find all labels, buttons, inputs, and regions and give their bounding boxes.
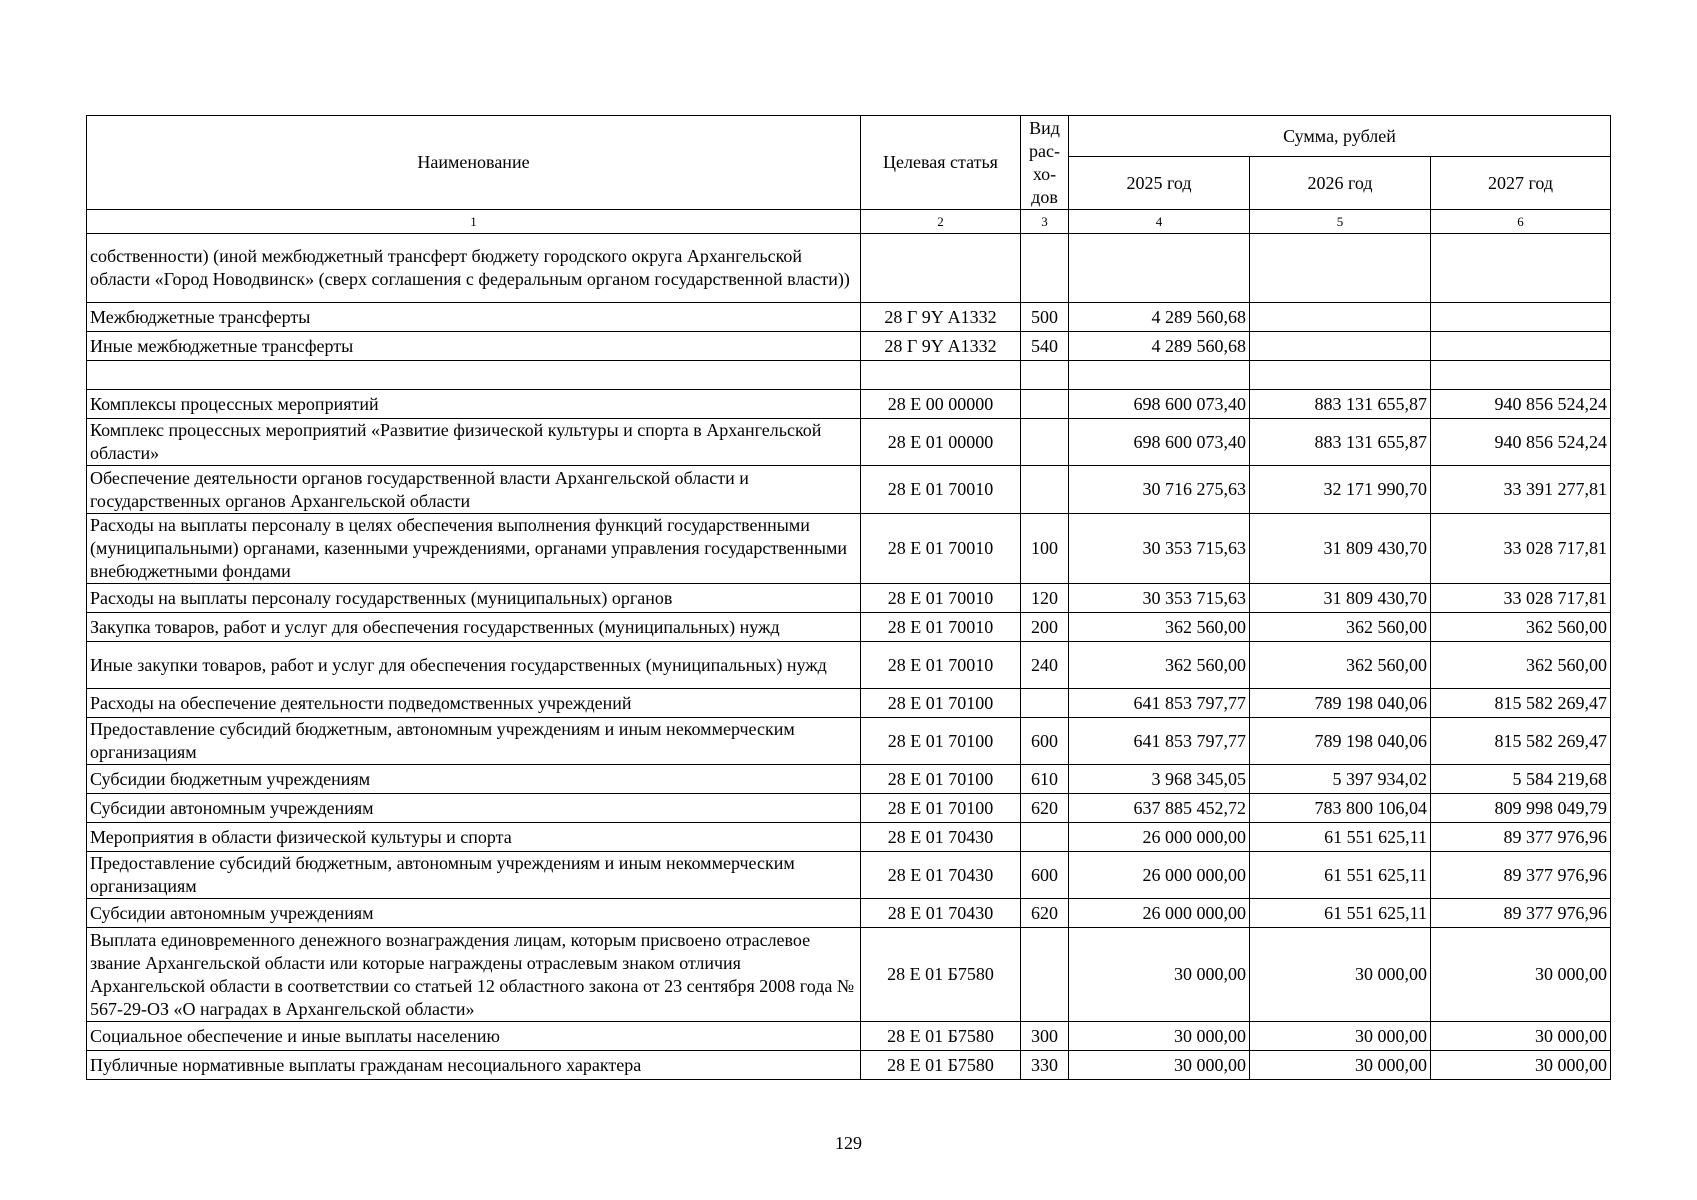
table-row — [87, 1051, 1611, 1080]
table-row — [87, 718, 1611, 765]
table-header — [87, 116, 1611, 234]
row-amount-2027-cell: 89 377 976,96 — [1431, 823, 1611, 852]
row-target-article-cell: 28 Е 01 70010 — [861, 613, 1021, 642]
row-amount-2025-cell: 30 000,00 — [1069, 1051, 1250, 1080]
row-amount-2026-cell: 789 198 040,06 — [1250, 689, 1431, 718]
row-amount-2027-cell: 362 560,00 — [1431, 613, 1611, 642]
row-amount-2026-cell: 31 809 430,70 — [1250, 514, 1431, 584]
table-row — [87, 390, 1611, 419]
row-target-article-cell — [861, 361, 1021, 390]
row-expense-type-cell — [1021, 390, 1069, 419]
header-amount: Сумма, рублей — [1069, 116, 1611, 157]
row-name-cell: Субсидии бюджетным учреждениям — [87, 765, 861, 794]
row-amount-2026-cell: 61 551 625,11 — [1250, 899, 1431, 928]
row-target-article-cell: 28 Г 9Y А1332 — [861, 303, 1021, 332]
table-row — [87, 234, 1611, 303]
row-amount-2027-cell: 940 856 524,24 — [1431, 419, 1611, 466]
row-target-article-cell: 28 Е 00 00000 — [861, 390, 1021, 419]
row-expense-type-cell: 100 — [1021, 514, 1069, 584]
row-target-article-cell: 28 Е 01 70100 — [861, 718, 1021, 765]
row-expense-type-cell: 330 — [1021, 1051, 1069, 1080]
column-number: 1 — [87, 210, 861, 234]
row-amount-2025-cell: 26 000 000,00 — [1069, 852, 1250, 899]
row-target-article-cell: 28 Е 01 70430 — [861, 823, 1021, 852]
table-body — [87, 234, 1611, 1080]
row-amount-2027-cell — [1431, 332, 1611, 361]
row-expense-type-cell — [1021, 466, 1069, 514]
row-amount-2025-cell: 30 000,00 — [1069, 928, 1250, 1022]
row-name-cell: Субсидии автономным учреждениям — [87, 899, 861, 928]
row-expense-type-cell: 300 — [1021, 1022, 1069, 1051]
row-name-cell: Закупка товаров, работ и услуг для обеспечения государственных (муниципальных) нужд — [87, 613, 861, 642]
table-row — [87, 642, 1611, 689]
table-row — [87, 794, 1611, 823]
table-row — [87, 584, 1611, 613]
table-row — [87, 823, 1611, 852]
row-amount-2025-cell — [1069, 234, 1250, 303]
row-name-cell: Расходы на выплаты персоналу государственных (муниципальных) органов — [87, 584, 861, 613]
table-row — [87, 1022, 1611, 1051]
row-amount-2026-cell: 30 000,00 — [1250, 928, 1431, 1022]
table-row — [87, 466, 1611, 514]
row-expense-type-cell: 620 — [1021, 899, 1069, 928]
row-expense-type-cell: 610 — [1021, 765, 1069, 794]
row-target-article-cell: 28 Е 01 70010 — [861, 466, 1021, 514]
row-expense-type-cell: 200 — [1021, 613, 1069, 642]
row-expense-type-cell — [1021, 234, 1069, 303]
row-name-cell: Выплата единовременного денежного вознаграждения лицам, которым присвоено отраслевое звание Архангельской области или которые награждены отраслевым знаком отличия Архангельской области в соответствии со статьей 12 областного закона от 23 сентября 2008 года № 567-29-ОЗ «О наградах в Архангельской области» — [87, 928, 861, 1022]
column-number: 3 — [1021, 210, 1069, 234]
row-amount-2027-cell: 89 377 976,96 — [1431, 852, 1611, 899]
row-expense-type-cell: 600 — [1021, 718, 1069, 765]
row-amount-2025-cell — [1069, 361, 1250, 390]
row-name-cell: Комплекс процессных мероприятий «Развитие физической культуры и спорта в Архангельской области» — [87, 419, 861, 466]
row-target-article-cell: 28 Е 01 70430 — [861, 899, 1021, 928]
row-amount-2026-cell: 783 800 106,04 — [1250, 794, 1431, 823]
table-row — [87, 361, 1611, 390]
row-amount-2025-cell: 26 000 000,00 — [1069, 899, 1250, 928]
row-target-article-cell: 28 Е 01 70010 — [861, 514, 1021, 584]
row-name-cell: Межбюджетные трансферты — [87, 303, 861, 332]
row-amount-2026-cell: 30 000,00 — [1250, 1022, 1431, 1051]
row-amount-2025-cell: 26 000 000,00 — [1069, 823, 1250, 852]
row-amount-2026-cell: 362 560,00 — [1250, 613, 1431, 642]
row-target-article-cell: 28 Е 01 70010 — [861, 642, 1021, 689]
row-amount-2026-cell: 30 000,00 — [1250, 1051, 1431, 1080]
row-name-cell: Мероприятия в области физической культуры и спорта — [87, 823, 861, 852]
row-target-article-cell: 28 Е 01 70100 — [861, 689, 1021, 718]
row-name-cell: Предоставление субсидий бюджетным, автономным учреждениям и иным некоммерческим организациям — [87, 852, 861, 899]
table-row — [87, 689, 1611, 718]
row-amount-2026-cell: 883 131 655,87 — [1250, 419, 1431, 466]
row-amount-2025-cell: 4 289 560,68 — [1069, 332, 1250, 361]
budget-table — [86, 115, 1611, 1080]
row-amount-2026-cell — [1250, 332, 1431, 361]
table-row — [87, 332, 1611, 361]
table-row — [87, 419, 1611, 466]
page-number: 129 — [835, 1133, 862, 1153]
row-expense-type-cell: 620 — [1021, 794, 1069, 823]
row-expense-type-cell — [1021, 689, 1069, 718]
row-name-cell: Социальное обеспечение и иные выплаты населению — [87, 1022, 861, 1051]
row-amount-2026-cell: 5 397 934,02 — [1250, 765, 1431, 794]
table-row — [87, 852, 1611, 899]
row-amount-2026-cell — [1250, 303, 1431, 332]
row-target-article-cell: 28 Е 01 Б7580 — [861, 1051, 1021, 1080]
row-name-cell: Субсидии автономным учреждениям — [87, 794, 861, 823]
row-name-cell: Расходы на выплаты персоналу в целях обеспечения выполнения функций государственными (муниципальными) органами, казенными учреждениями, органами управления государственными внебюджетными фондами — [87, 514, 861, 584]
table-row — [87, 765, 1611, 794]
header-year-2025: 2025 год — [1069, 157, 1250, 210]
row-expense-type-cell: 500 — [1021, 303, 1069, 332]
table-row — [87, 899, 1611, 928]
row-target-article-cell: 28 Е 01 Б7580 — [861, 1022, 1021, 1051]
row-amount-2027-cell: 33 391 277,81 — [1431, 466, 1611, 514]
row-name-cell: Иные межбюджетные трансферты — [87, 332, 861, 361]
row-amount-2027-cell: 30 000,00 — [1431, 928, 1611, 1022]
row-name-cell: Иные закупки товаров, работ и услуг для обеспечения государственных (муниципальных) нужд — [87, 642, 861, 689]
row-name-cell: Предоставление субсидий бюджетным, автономным учреждениям и иным некоммерческим организациям — [87, 718, 861, 765]
row-target-article-cell: 28 Е 01 70010 — [861, 584, 1021, 613]
table-row — [87, 613, 1611, 642]
row-amount-2025-cell: 641 853 797,77 — [1069, 689, 1250, 718]
row-amount-2027-cell: 30 000,00 — [1431, 1051, 1611, 1080]
row-amount-2025-cell: 4 289 560,68 — [1069, 303, 1250, 332]
row-amount-2026-cell — [1250, 234, 1431, 303]
table-row — [87, 303, 1611, 332]
row-target-article-cell: 28 Е 01 00000 — [861, 419, 1021, 466]
column-number: 5 — [1250, 210, 1431, 234]
column-number: 2 — [861, 210, 1021, 234]
row-target-article-cell: 28 Г 9Y А1332 — [861, 332, 1021, 361]
row-name-cell: Расходы на обеспечение деятельности подведомственных учреждений — [87, 689, 861, 718]
row-target-article-cell: 28 Е 01 70100 — [861, 794, 1021, 823]
row-amount-2027-cell: 30 000,00 — [1431, 1022, 1611, 1051]
row-amount-2025-cell: 641 853 797,77 — [1069, 718, 1250, 765]
row-target-article-cell: 28 Е 01 Б7580 — [861, 928, 1021, 1022]
row-amount-2027-cell: 5 584 219,68 — [1431, 765, 1611, 794]
row-amount-2025-cell: 637 885 452,72 — [1069, 794, 1250, 823]
row-expense-type-cell — [1021, 419, 1069, 466]
row-name-cell — [87, 361, 861, 390]
row-target-article-cell — [861, 234, 1021, 303]
header-year-2026: 2026 год — [1250, 157, 1431, 210]
row-amount-2026-cell: 32 171 990,70 — [1250, 466, 1431, 514]
row-amount-2027-cell: 940 856 524,24 — [1431, 390, 1611, 419]
row-amount-2027-cell — [1431, 303, 1611, 332]
row-expense-type-cell — [1021, 928, 1069, 1022]
row-amount-2026-cell: 61 551 625,11 — [1250, 823, 1431, 852]
column-number: 6 — [1431, 210, 1611, 234]
header-target-article: Целевая статья — [861, 116, 1021, 210]
row-expense-type-cell — [1021, 823, 1069, 852]
header-name: Наименование — [87, 116, 861, 210]
table-row — [87, 928, 1611, 1022]
row-amount-2027-cell: 815 582 269,47 — [1431, 718, 1611, 765]
header-expense-type: Вид рас-хо-дов — [1021, 116, 1069, 210]
row-amount-2025-cell: 362 560,00 — [1069, 613, 1250, 642]
header-year-2027: 2027 год — [1431, 157, 1611, 210]
row-amount-2027-cell — [1431, 361, 1611, 390]
row-amount-2025-cell: 362 560,00 — [1069, 642, 1250, 689]
row-amount-2025-cell: 698 600 073,40 — [1069, 419, 1250, 466]
row-name-cell: Комплексы процессных мероприятий — [87, 390, 861, 419]
row-amount-2026-cell — [1250, 361, 1431, 390]
row-expense-type-cell: 600 — [1021, 852, 1069, 899]
row-expense-type-cell — [1021, 361, 1069, 390]
row-amount-2025-cell: 698 600 073,40 — [1069, 390, 1250, 419]
row-expense-type-cell: 240 — [1021, 642, 1069, 689]
row-amount-2026-cell: 789 198 040,06 — [1250, 718, 1431, 765]
row-name-cell: Публичные нормативные выплаты гражданам несоциального характера — [87, 1051, 861, 1080]
row-amount-2027-cell: 815 582 269,47 — [1431, 689, 1611, 718]
row-expense-type-cell: 540 — [1021, 332, 1069, 361]
row-target-article-cell: 28 Е 01 70430 — [861, 852, 1021, 899]
row-amount-2025-cell: 30 000,00 — [1069, 1022, 1250, 1051]
row-amount-2027-cell: 33 028 717,81 — [1431, 514, 1611, 584]
row-amount-2026-cell: 31 809 430,70 — [1250, 584, 1431, 613]
row-amount-2026-cell: 61 551 625,11 — [1250, 852, 1431, 899]
table-row — [87, 514, 1611, 584]
column-number: 4 — [1069, 210, 1250, 234]
row-amount-2027-cell: 809 998 049,79 — [1431, 794, 1611, 823]
row-amount-2027-cell: 89 377 976,96 — [1431, 899, 1611, 928]
row-amount-2025-cell: 3 968 345,05 — [1069, 765, 1250, 794]
row-amount-2025-cell: 30 716 275,63 — [1069, 466, 1250, 514]
row-amount-2025-cell: 30 353 715,63 — [1069, 514, 1250, 584]
row-amount-2027-cell: 362 560,00 — [1431, 642, 1611, 689]
row-name-cell: собственности) (иной межбюджетный трансферт бюджету городского округа Архангельской области «Город Новодвинск» (сверх соглашения с федеральным органом государственной власти)) — [87, 234, 861, 303]
row-amount-2027-cell: 33 028 717,81 — [1431, 584, 1611, 613]
row-amount-2025-cell: 30 353 715,63 — [1069, 584, 1250, 613]
row-name-cell: Обеспечение деятельности органов государственной власти Архангельской области и государственных органов Архангельской области — [87, 466, 861, 514]
row-amount-2027-cell — [1431, 234, 1611, 303]
row-target-article-cell: 28 Е 01 70100 — [861, 765, 1021, 794]
row-expense-type-cell: 120 — [1021, 584, 1069, 613]
row-amount-2026-cell: 362 560,00 — [1250, 642, 1431, 689]
row-amount-2026-cell: 883 131 655,87 — [1250, 390, 1431, 419]
